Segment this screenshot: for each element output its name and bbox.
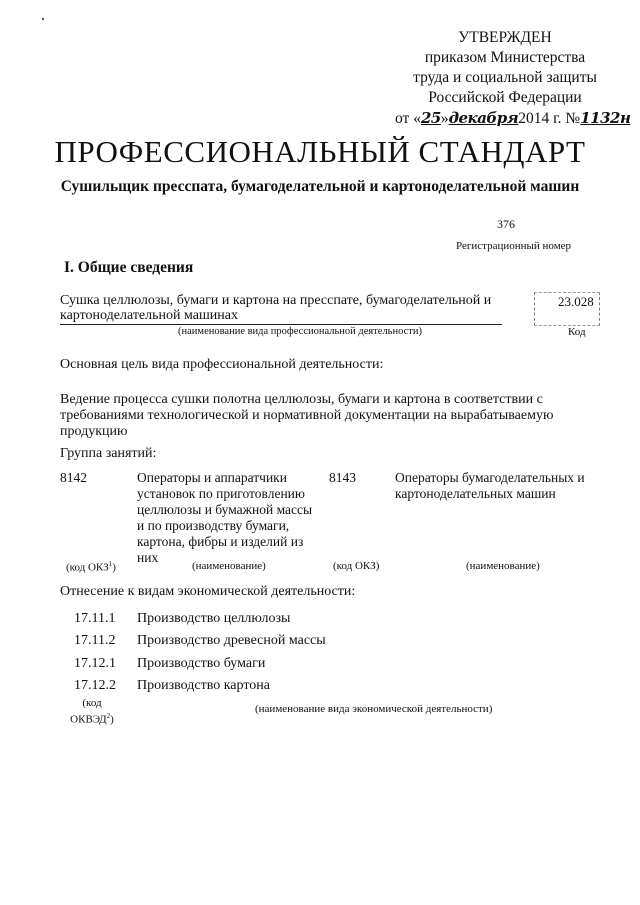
okved-name-caption: (наименование вида экономической деятельности) [255, 703, 493, 715]
occupation-name-caption: (наименование) [466, 560, 540, 572]
activity-name: Сушка целлюлозы, бумаги и картона на пресспате, бумагоделательной и картоноделательной машинах [60, 293, 492, 323]
date-month: декабря [448, 109, 519, 127]
section-heading: I. Общие сведения [64, 259, 194, 276]
occupation-code: 8142 [60, 470, 87, 485]
occupation-name: Операторы и аппаратчики установок по приготовлению целлюлозы и бумажной массы и по производству бумаги, картона, фибры и изделий из них [137, 470, 313, 565]
okved-name: Производство целлюлозы [137, 611, 291, 626]
date-mid: » [440, 110, 449, 127]
occupation-name-caption: (наименование) [192, 560, 266, 572]
occupation-code: 8143 [329, 470, 356, 485]
goal-text: Ведение процесса сушки полотна целлюлозы, бумаги и картона в соответствии с требованиями технологической и нормативной документации на вырабатываемую продукцию [60, 392, 554, 439]
caption-text: (код [82, 697, 102, 709]
activity-caption: (наименование вида профессиональной деятельности) [178, 326, 422, 337]
approval-line: приказом Министерства [424, 49, 586, 66]
okved-code-caption [66, 697, 118, 727]
scan-speck [42, 18, 44, 20]
approval-date-line [395, 108, 631, 129]
footnote-mark: 2 [106, 712, 111, 720]
okved-code: 17.12.2 [74, 678, 116, 693]
caption-text: ОКВЭД [70, 713, 107, 726]
okved-code: 17.11.2 [74, 633, 116, 648]
order-number: 1132н [580, 109, 631, 127]
caption-text: (код ОКЗ [66, 561, 109, 574]
date-prefix: от « [395, 110, 421, 127]
approval-block [395, 28, 631, 129]
okz-code-caption [66, 560, 116, 574]
goal-label: Основная цель вида профессиональной деятельности: [60, 357, 384, 372]
footnote-mark: 1 [108, 560, 113, 568]
caption-text: ) [110, 713, 114, 726]
registration-label: Регистрационный номер [456, 240, 572, 252]
okved-code: 17.12.1 [74, 656, 116, 671]
okved-name: Производство картона [137, 678, 270, 693]
profession-title: Сушильщик пресспата, бумагоделательной и картоноделательной машин [60, 178, 580, 195]
code-caption: Код [568, 326, 586, 338]
okved-code: 17.11.1 [74, 611, 116, 626]
approval-line: УТВЕРЖДЕН [458, 29, 552, 46]
page-title: ПРОФЕССИОНАЛЬНЫЙ СТАНДАРТ [54, 134, 586, 169]
caption-text: ) [112, 561, 116, 574]
okved-name: Производство бумаги [137, 656, 266, 671]
okved-name: Производство древесной массы [137, 633, 326, 648]
occupation-group-label: Группа занятий: [60, 446, 157, 461]
activity-underline [60, 324, 502, 325]
okz-code-caption: (код ОКЗ) [333, 560, 380, 572]
approval-line: труда и социальной защиты [413, 69, 597, 86]
activity-code: 23.028 [558, 294, 594, 309]
caption-text-line [66, 710, 118, 727]
approval-line: Российской Федерации [428, 89, 582, 106]
economic-activity-label: Отнесение к видам экономической деятельности: [60, 584, 356, 599]
registration-number: 376 [497, 217, 515, 231]
occupation-name: Операторы бумагоделательных и картоноделательных машин [395, 470, 585, 501]
date-day: 25 [420, 109, 441, 127]
date-year: 2014 г. № [518, 110, 581, 127]
